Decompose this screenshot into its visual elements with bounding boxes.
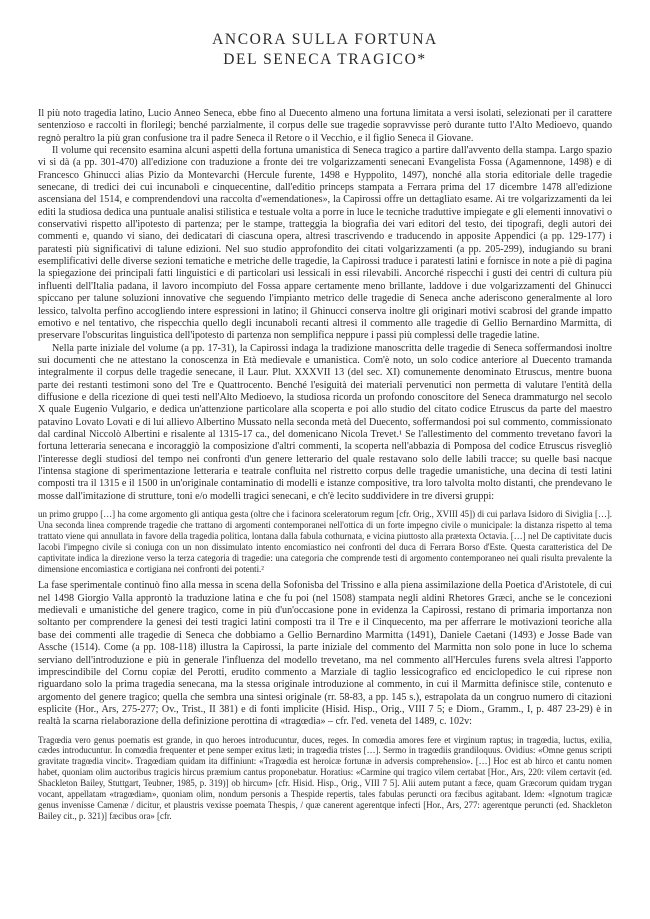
paragraph-4: La fase sperimentale continuò fino alla messa in scena della Sofonisba del Trissino e alla piena assimilazione della Poetica d'Aristotele, di cui nel 1498 Giorgio Valla approntò la traduzione latina e che fu poi (nel 1508) stampata negli aldini Rhetores Græci, anche se le concezioni medievali e umanistiche del genere tragico, come in più d'un'occasione pone in evidenza la Capirossi, restano di primaria importanza non soltanto per comprendere la genesi dei testi tragici latini composti tra il Tre e il Cinquecento, ma per afferrare le motivazioni teoriche alla base dei commenti alle tragedie di Seneca che dobbiamo a Gellio Bernardino Marmitta (1491), Daniele Caetani (1493) e Josse Bade van Assche (1514). Come (a pp. 108-118) illustra la Capirossi, la parte iniziale del commento del Marmitta non solo pone in luce lo schema serviano dell'introduzione e più in generale l'influenza del modello trevetano, ma nel commento all'Hercules furens svela altresì l'apporto imprescindibile del Cornu copiæ del Perotti, erudito commento a Marziale di taglio lessicografico ed enciclopedico le cui riprese non riguardano solo la prima tragedia senecana, ma la stessa originale introduzione al commento, in cui il Marmitta definisce stile, contenuto e argomento del genere tragico; quella che sembra una sintesi originale (rr. 58-83, a pp. 145 s.), estrapolata da un congruo numero di citazioni esplicite (Hor., Ars, 275-277; Ov., Trist., II 381) e di fonti implicite (Hisid. Hisp., Orig., VIII 7 5; e Diom., Gramm., I, p. 487 23-29) è in realtà la scarna rielaborazione della definizione perottina di «tragœdia» – cfr. l'ed. veneta del 1489, c. 102v: <box>38 580 612 728</box>
article-title <box>38 30 612 70</box>
title-line-1: ANCORA SULLA FORTUNA <box>212 31 438 48</box>
page <box>38 30 612 828</box>
block-quote-1-text: un primo gruppo […] ha come argomento gli antiqua gesta (oltre che i facinora sceleratorum regum [cfr. Orig., XVIII 45]) di cui parlava Isidoro di Siviglia […]. Una seconda linea comprende tragedie che trattano di argomenti contemporanei nell'ottica di un forte impegno civile o municipale: la distanza rispetto al tema trattato viene qui annullata in favore della tragedia politica, lontana dalla fabula cothurnata, e vicina piuttosto alla prætexta Octavia. […] nel De captivitate ducis Iacobi l'impegno civile si coniuga con un non dissimulato intento encomiastico nei confronti del duca di Ferrara Borso d'Este. Questa caratteristica del De captivitate indica la direzione verso la terza categoria di tragedie: una categoria che comprende testi di argomento contemporaneo nei quali risulta prevalente la dimensione encomiastica e cortigiana nei confronti dei potenti.² <box>38 509 612 574</box>
block-quote-2-text: Tragœdia vero genus poematis est grande, in quo heroes introducuntur, duces, reges. In comœdia amores fere et virginum raptus; in tragœdia, luctus, exilia, cædes introducuntur. In comœdia frequenter et pene semper exitus læti; in tragœdia tristes […]. Sermo in tragœdiis grandiloquus. Ovidius: «Omne genus scripti gravitate tragœdia vincit». Tragœdiam quidam ita diffiniunt: «Tragœdia est heroicæ fortunæ in adversis comprehensio». […] Hoc est ab hirco et cantu nomen habet, quoniam olim auctoribus tragicis hircus præmium cantus proponebatur. Horatius: «Carmine qui tragico vilem certabat [Hor., Ars, 220: vilem certavit (ed. Shackleton Bailey, Stuttgart, Teubner, 1985, p. 319)] ob hircum» [cfr. Hisid. Hisp., Orig., VIII 7 5]. Alii autem putant a fæce, quam Græcorum quidam trygan vocant, appellatam «tragœdiam», quoniam olim, nondum personis a Thespide repertis, tales fabulas peruncti ora fæcibus agitabant. Idem: «Ignotum tragicæ genus invenisse Camenæ / dicitur, et plaustris vexisse poemata Thespis, / quæ canerent agerentque infecti [Hor., Ars, 277: agerentque peruncti (ed. Shackleton Bailey cit., p. 321)] fæcibus ora» [cfr. <box>38 734 612 821</box>
block-quote-2 <box>38 735 612 822</box>
block-quote-1 <box>38 509 612 574</box>
article-body <box>38 108 612 822</box>
paragraph-1: Il più noto tragedia latino, Lucio Anneo Seneca, ebbe fino al Duecento almeno una fortuna limitata a versi isolati, selezionati per il carattere sentenzioso e raccolti in florilegi; benché parzialmente, il corpus delle sue tragedie sopravvisse però durante tutto l'Alto Medioevo, quando regnò peraltro la più gran confusione tra il padre Seneca il Retore o il Vecchio, e il figlio Seneca il Giovane. <box>38 108 612 144</box>
paragraph-3: Nella parte iniziale del volume (a pp. 17-31), la Capirossi indaga la tradizione manoscritta delle tragedie di Seneca soffermandosi inoltre sui documenti che ne attestano la conoscenza in Età medievale e umanistica. Com'è noto, un solo codice anteriore al Duecento tramanda integralmente il corpus delle tragedie senecane, il Laur. Plut. XXXVII 13 (del sec. XI) comunemente denominato Etruscus, mentre buona parte dei restanti testimoni sono del Tre e Quattrocento. Benché l'esiguità dei materiali pervenutici non permetta di valutare l'entità della diffusione e della ricezione di quei testi nell'Alto Medioevo, la studiosa ricorda un profondo conoscitore del Seneca drammaturgo nel secolo X quale Eugenio Vulgario, e dedica un'attenzione particolare alla scoperta e poi allo studio del citato codice Etruscus da parte del maestro patavino Lovato Lovati e di lui allievo Albertino Mussato nella seconda metà del Duecento, soffermandosi poi sul commento, commissionato dal cardinal Niccolò Albertini e risalente al 1315-17 ca., del domenicano Nicola Trevet.¹ Se l'allestimento del commento trevetano favorì la fortuna letteraria senecana e incoraggiò la composizione d'altri commenti, la scoperta nell'abbazia di Pomposa del codice Etruscus risvegliò l'interesse degli studiosi del tempo nei confronti d'un genere letterario del quale restavano solo delle labili tracce; su quelle basi nacque l'intensa stagione di sperimentazione letteraria e teatrale confluita nel ristretto corpus delle tragedie umanistiche, una decina di testi latini composti tra il 1315 e il 1500 in un'originale contaminatio di modelli e istanze compositive, tra loro talvolta molto distanti, che prendevano le mosse dall'imitazione di strutture, toni e/o modelli tragici senecani, e ch'è lecito suddividere in tre diversi gruppi: <box>38 342 612 502</box>
paragraph-2: Il volume qui recensito esamina alcuni aspetti della fortuna umanistica di Seneca tragico a partire dall'avvento della stampa. Largo spazio vi si dà (a pp. 301-470) all'edizione con traduzione a fronte dei tre volgarizzamenti senecani Evangelista Fossa (Agamennone, 1498) e di Francesco Ghinucci alias Pizio da Montevarchi (Hercule furente, 1498 e Hyppolito, 1497), nonché alla storia editoriale delle tragedie senecane, di tredici dei cui incunaboli e cinquecentine, dall'editio princeps stampata a Ferrara prima del 17 dicembre 1478 all'edizione ascensiana del 1514, e comprendendovi una raccolta d'«emendationes», la Capirossi offre un dettagliato esame. Ai tre volgarizzamenti da lei editi la studiosa dedica una puntuale analisi stilistica e testuale volta a porre in luce le tecniche traduttive impiegate e gli elementi innovativi o conservativi rispetto all'ipotesto di partenza; per le stampe, tratteggia la biografia dei vari editori del testo, dei tipografi, degli autori dei commenti e, quando vi siano, dei dedicatari di ciascuna opera, altresì trascrivendo e traducendo in apposite Appendici (a pp. 129-177) i paratesti più significativi di talune edizioni. Nel suo studio approfondito dei citati volgarizzamenti (a pp. 205-299), indugiando su brani esemplificativi delle diverse sezioni tematiche e metriche delle tragedie, la Capirossi traduce i paratesti latini e fornisce in note a piè di pagina la spiegazione dei principali fatti linguistici e di particolari usi lessicali in essi rilevabili. Ancorché rispecchi i gusti dei centri di cultura più influenti dell'Italia padana, il lavoro incompiuto del Fossa appare certamente meno brillante, laddove i due volgarizzamenti del Ghinucci spiccano per talune soluzioni innovative che seguendo l'impianto metrico delle tragedie di Seneca anche aderiscono generalmente al loro lessico, talvolta perfino accogliendo intere espressioni in latino; il Ghinucci conserva inoltre gli originari motivi scabrosi del grande impatto emotivo e nel tentativo, che rispecchia quello degli incunaboli recanti altresì il commento alle tragedie di Gellio Bernardino Marmitta, di preservare l'obscuritas linguistica dell'ipotesto di partenza non semplifica neppure i passi più complessi delle tragedie latine. <box>38 145 612 342</box>
title-line-2: DEL SENECA TRAGICO* <box>223 51 427 68</box>
